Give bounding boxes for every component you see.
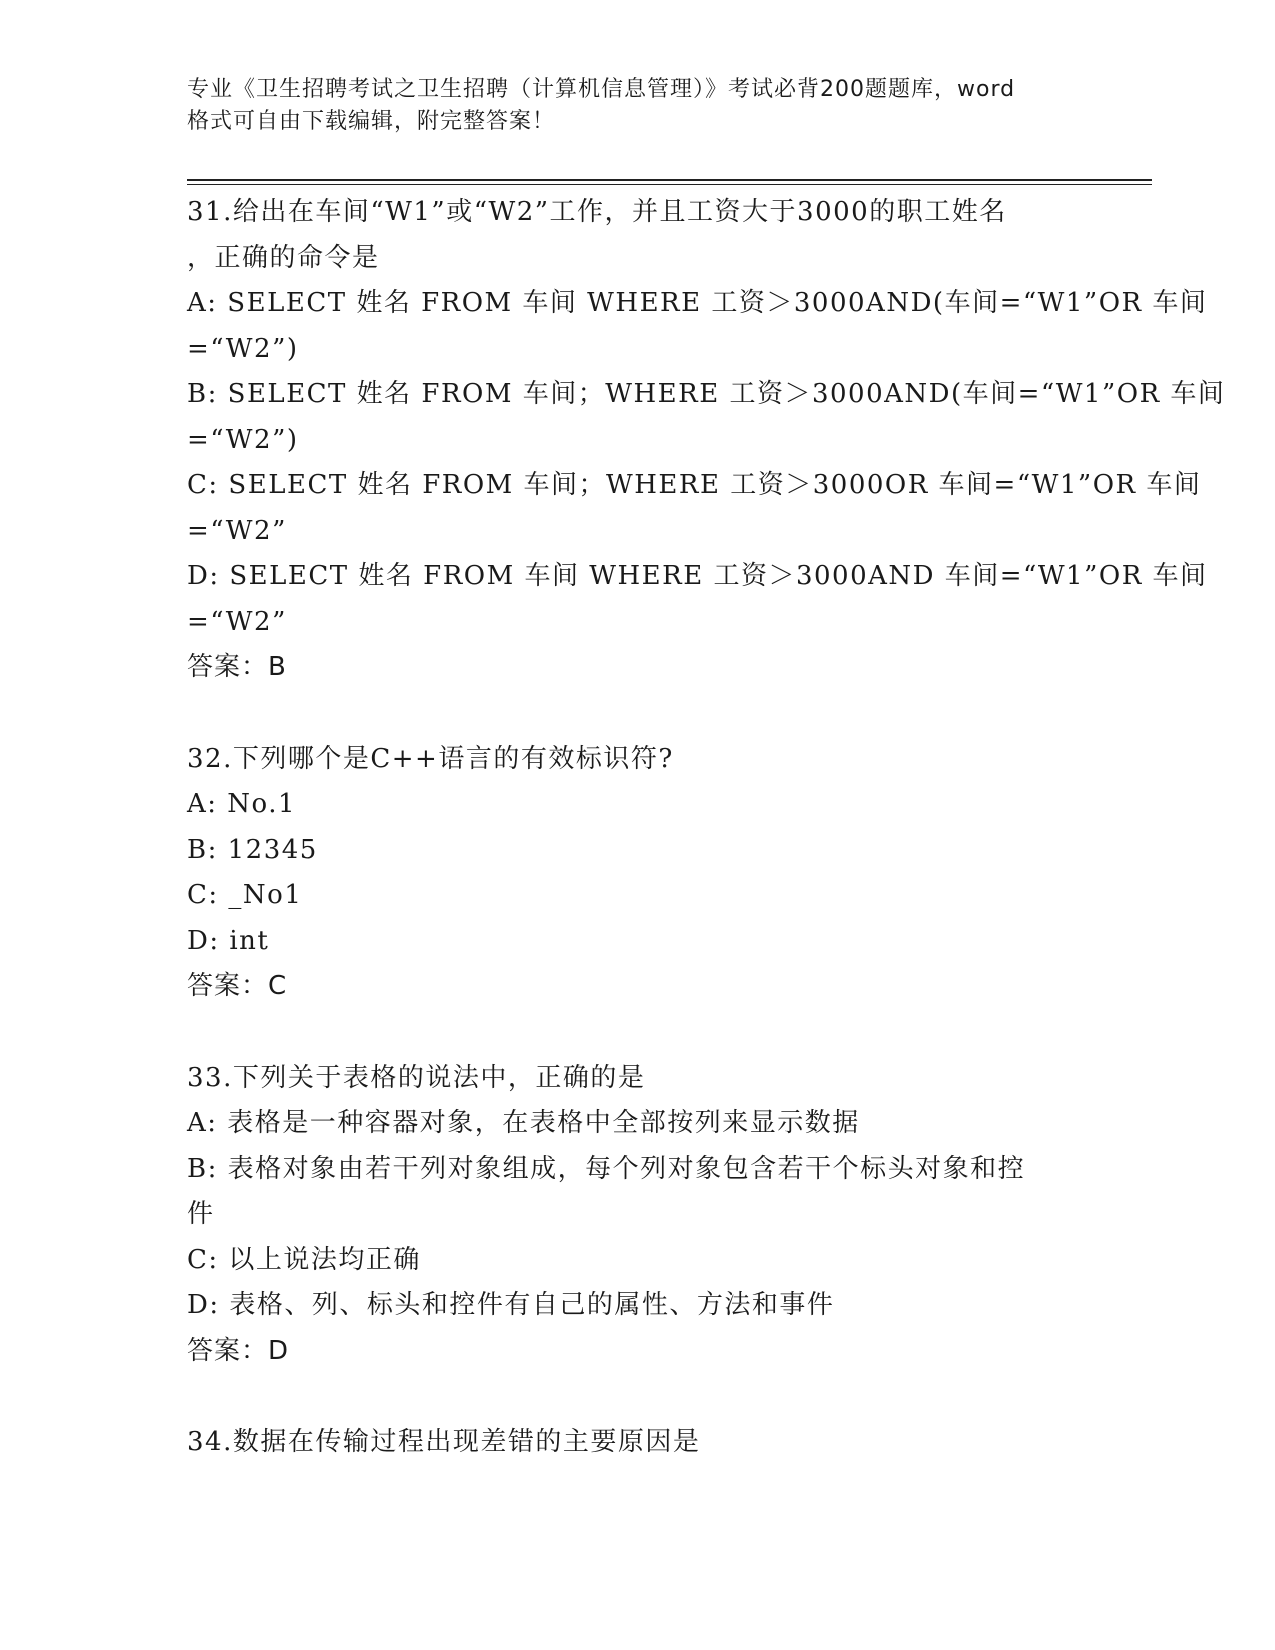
question-31-option-c-cont: =“W2” [187, 515, 287, 546]
question-32-option-d: D: int [187, 925, 270, 956]
question-list [187, 190, 1226, 1512]
header-title-line-1: 专业《卫生招聘考试之卫生招聘（计算机信息管理）》考试必背200题题库，word [187, 77, 1016, 102]
question-31-option-b-cont: =“W2”) [187, 424, 299, 455]
question-33-option-c: C: 以上说法均正确 [187, 1244, 421, 1275]
question-31-option-a-cont: =“W2”) [187, 333, 299, 364]
question-32-stem: 32.下列哪个是C++语言的有效标识符? [187, 743, 674, 774]
question-31-option-c: C: SELECT 姓名 FROM 车间；WHERE 工资＞3000OR 车间=“W1”OR 车间 [187, 470, 1202, 500]
question-32-option-a: A: No.1 [187, 789, 297, 819]
question-31-option-d-cont: =“W2” [187, 606, 287, 637]
question-33-answer: 答案：D [187, 1335, 290, 1366]
question-33-option-d: D: 表格、列、标头和控件有自己的属性、方法和事件 [187, 1290, 835, 1320]
question-33-option-a: A: 表格是一种容器对象，在表格中全部按列来显示数据 [187, 1108, 860, 1138]
question-32-option-b: B: 12345 [187, 834, 318, 865]
question-33-option-b: B: 表格对象由若干列对象组成，每个列对象包含若干个标头对象和控 [187, 1153, 1026, 1184]
question-31-option-b: B: SELECT 姓名 FROM 车间；WHERE 工资＞3000AND(车间=“W1”OR 车间 [187, 379, 1226, 409]
header-divider-thick [187, 179, 1152, 181]
question-31-option-a: A: SELECT 姓名 FROM 车间 WHERE 工资＞3000AND(车间=“W1”OR 车间 [187, 288, 1208, 318]
question-31-option-d: D: SELECT 姓名 FROM 车间 WHERE 工资＞3000AND 车间=“W1”OR 车间 [187, 561, 1208, 591]
question-33-option-b-cont: 件 [187, 1199, 215, 1229]
question-31-answer: 答案：B [187, 652, 287, 682]
question-34-stem: 34.数据在传输过程出现差错的主要原因是 [187, 1427, 701, 1457]
header-divider-thin [187, 184, 1152, 185]
question-32-answer: 答案：C [187, 971, 288, 1001]
document-header [187, 74, 1087, 138]
question-31 [187, 190, 1226, 691]
question-32 [187, 737, 1087, 1010]
header-title-line-2: 格式可自由下载编辑，附完整答案！ [187, 109, 556, 134]
question-34 [187, 1420, 1087, 1466]
question-31-stem-line-1: 31.给出在车间“W1”或“W2”工作，并且工资大于3000的职工姓名 [187, 197, 1007, 227]
question-32-option-c: C: _No1 [187, 880, 303, 910]
question-31-stem-line-2: ，正确的命令是 [187, 242, 380, 273]
question-33 [187, 1056, 1087, 1375]
question-33-stem: 33.下列关于表格的说法中，正确的是 [187, 1062, 646, 1093]
